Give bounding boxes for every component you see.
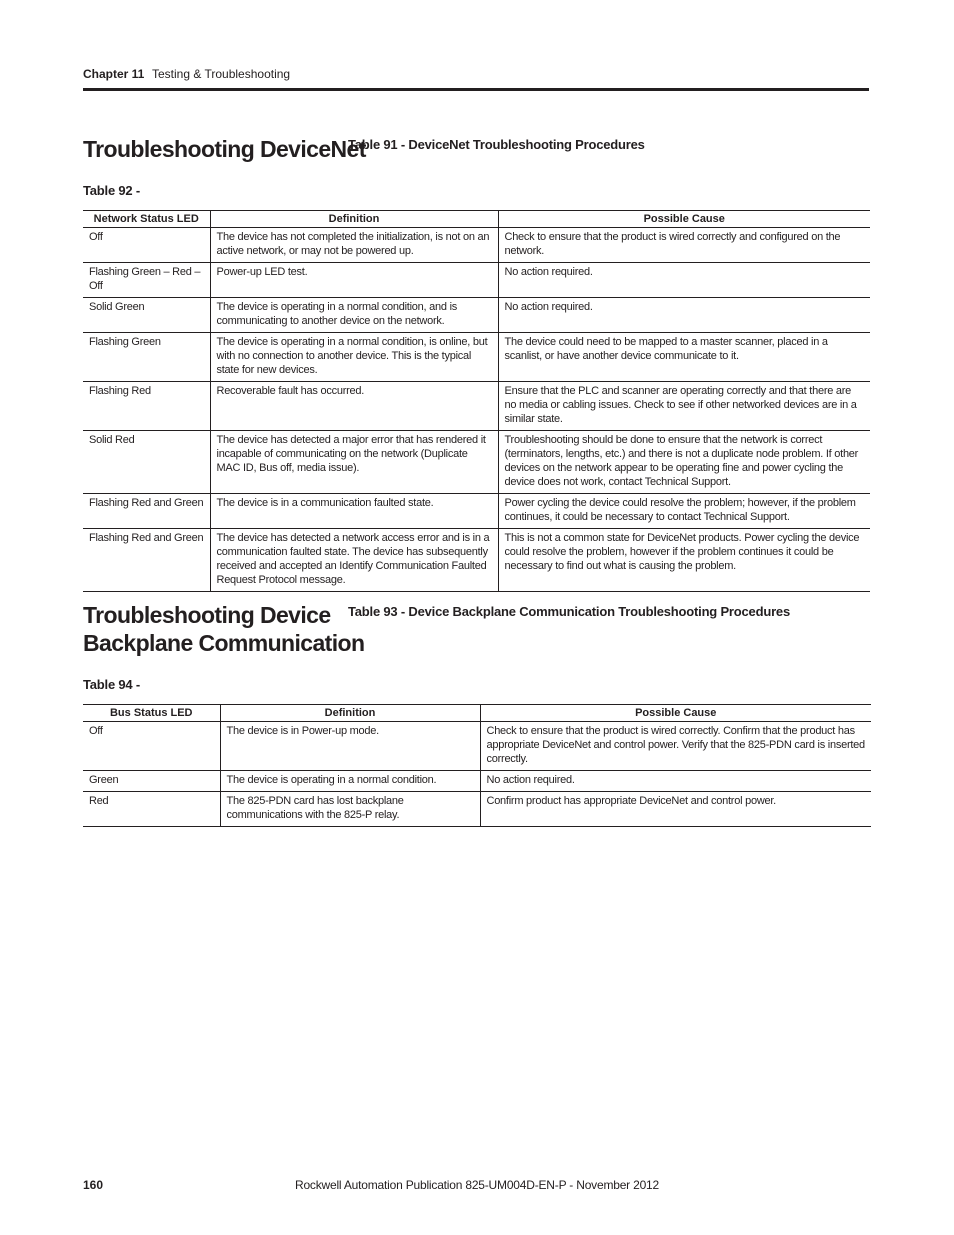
led-state-cell: Solid Red [83,431,210,494]
header-rule [83,88,869,91]
cause-cell: Troubleshooting should be done to ensure that the network is correct (terminators, lengths, etc.) and there is not a duplicate node problem. If other devices on the network appear to be operating fine and power cycling the device does not work, contact Technical Support. [498,431,870,494]
publication-info: Rockwell Automation Publication 825-UM004D-EN-P - November 2012 [294,1178,660,1192]
table-row [83,228,870,263]
table-row [83,431,870,494]
led-state-cell: Solid Green [83,298,210,333]
table-header-row [83,211,870,228]
led-state-cell: Flashing Red [83,382,210,431]
definition-cell: The 825-PDN card has lost backplane communications with the 825-P relay. [220,792,480,827]
definition-cell: The device has not completed the initialization, is not on an active network, or may not be powered up. [210,228,498,263]
column-header: Definition [220,705,480,722]
definition-cell: The device has detected a network access error and is in a communication faulted state. The device has subsequently received and accepted an Identify Communication Faulted Request Protocol message. [210,529,498,592]
table-header-row [83,705,871,722]
definition-cell: The device is operating in a normal condition, is online, but with no connection to another device. This is the typical state for new devices. [210,333,498,382]
table-row [83,792,871,827]
definition-cell: Recoverable fault has occurred. [210,382,498,431]
column-header: Possible Cause [498,211,870,228]
definition-cell: The device is operating in a normal condition, and is communicating to another device on the network. [210,298,498,333]
cause-cell: The device could need to be mapped to a master scanner, placed in a scanlist, or have another device communicate to it. [498,333,870,382]
cause-cell: Check to ensure that the product is wired correctly. Confirm that the product has appropriate DeviceNet and control power. Verify that the 825-PDN card is inserted correctly. [480,722,871,771]
led-state-cell: Off [83,722,220,771]
definition-cell: The device is in Power-up mode. [220,722,480,771]
cause-cell: No action required. [498,263,870,298]
cause-cell: This is not a common state for DeviceNet products. Power cycling the device could resolve the problem, however if the problem continues it could be necessary to find out what is causing the problem. [498,529,870,592]
table-row [83,529,870,592]
column-header: Possible Cause [480,705,871,722]
column-header: Bus Status LED [83,705,220,722]
cause-cell: Ensure that the PLC and scanner are operating correctly and that there are no media or cabling issues. Check to see if other networked devices are in a similar state. [498,382,870,431]
devicenet-troubleshooting-table [83,210,870,592]
cause-cell: No action required. [480,771,871,792]
led-state-cell: Red [83,792,220,827]
table-94-label: Table 94 - [83,677,141,692]
definition-cell: The device is in a communication faulted state. [210,494,498,529]
backplane-troubleshooting-table [83,704,871,827]
chapter-topic: Testing & Troubleshooting [152,67,291,81]
chapter-label: Chapter 11 [83,67,145,81]
table-row [83,263,870,298]
cause-cell: Confirm product has appropriate DeviceNet and control power. [480,792,871,827]
table-92-label: Table 92 - [83,183,141,198]
led-state-cell: Flashing Green [83,333,210,382]
led-state-cell: Flashing Green – Red – Off [83,263,210,298]
section-title-backplane [83,601,364,657]
section-title-line: Backplane Communication [83,630,365,656]
led-state-cell: Green [83,771,220,792]
definition-cell: Power-up LED test. [210,263,498,298]
cause-cell: Power cycling the device could resolve the problem; however, if the problem continues, it could be necessary to contact Technical Support. [498,494,870,529]
section-title-line: Troubleshooting Device [83,602,331,628]
table-91-caption: Table 91 - DeviceNet Troubleshooting Procedures [348,137,645,152]
table-row [83,494,870,529]
section-title-devicenet: Troubleshooting DeviceNet [83,136,366,162]
led-state-cell: Flashing Red and Green [83,529,210,592]
page-number: 160 [83,1178,104,1192]
table-row [83,722,871,771]
definition-cell: The device has detected a major error that has rendered it incapable of communicating on the network (Duplicate MAC ID, Bus off, media issue). [210,431,498,494]
table-row [83,298,870,333]
table-row [83,382,870,431]
led-state-cell: Flashing Red and Green [83,494,210,529]
cause-cell: Check to ensure that the product is wired correctly and configured on the network. [498,228,870,263]
table-row [83,333,870,382]
column-header: Definition [210,211,498,228]
table-93-caption: Table 93 - Device Backplane Communication Troubleshooting Procedures [348,604,790,619]
definition-cell: The device is operating in a normal condition. [220,771,480,792]
cause-cell: No action required. [498,298,870,333]
column-header: Network Status LED [83,211,210,228]
led-state-cell: Off [83,228,210,263]
table-row [83,771,871,792]
